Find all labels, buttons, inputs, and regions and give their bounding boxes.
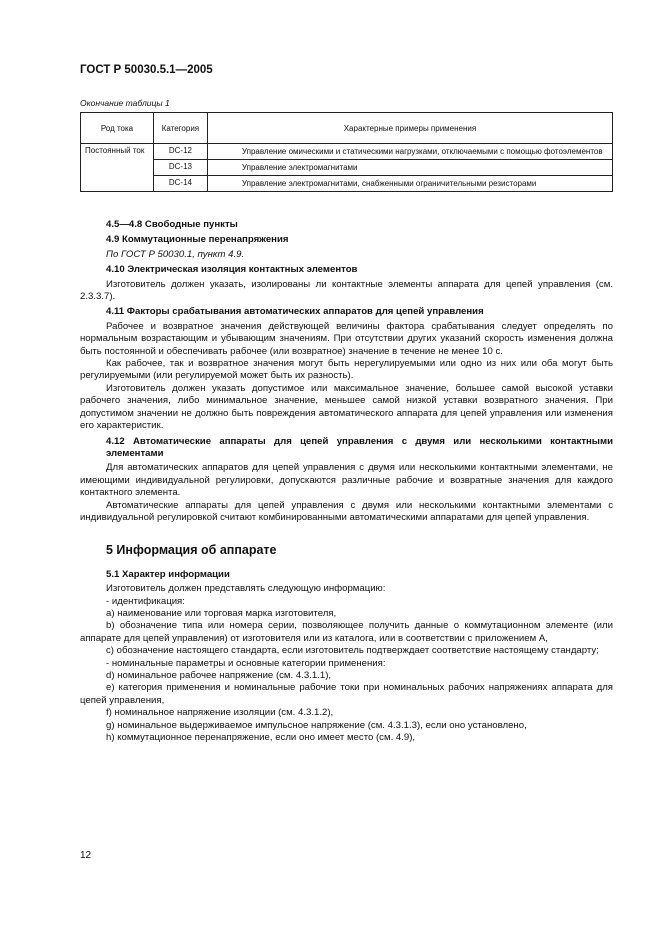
header-category: Категория <box>153 113 207 144</box>
section-4-10-heading: 4.10 Электрическая изоляция контактных элементов <box>106 264 358 276</box>
table-caption: Окончание таблицы 1 <box>80 98 170 108</box>
section-4-11-heading: 4.11 Факторы срабатывания автоматических аппаратов для цепей управления <box>106 306 484 318</box>
list-item: a) наименование или торговая марка изготовителя, <box>106 607 337 619</box>
list-item: - идентификация: <box>106 595 185 607</box>
category-cell: DC-14 <box>153 176 207 192</box>
paragraph: Изготовитель должен указать, изолированы ли контактные элементы аппарата для цепей управления (см. 2.3.3.7). <box>80 278 613 303</box>
table-header-row <box>81 113 613 144</box>
applications-table <box>80 112 613 192</box>
category-cell: DC-13 <box>153 160 207 176</box>
category-cell: DC-12 <box>153 144 207 160</box>
list-item: c) обозначение настоящего стандарта, если изготовитель подтверждает соответствие настоящему стандарту; <box>106 645 599 657</box>
section-5-1-heading: 5.1 Характер информации <box>106 568 230 580</box>
paragraph: Изготовитель должен представлять следующую информацию: <box>106 583 386 595</box>
header-examples: Характерные примеры применения <box>207 113 612 144</box>
section-4-5-heading: 4.5—4.8 Свободные пункты <box>106 219 238 230</box>
paragraph: Как рабочее, так и возвратное значения могут быть нерегулируемыми или одно из них или оба могут быть регулируемыми (или регулируемой может быть их разность). <box>80 358 613 382</box>
paragraph: Автоматические аппараты для цепей управления с двумя или несколькими контактными элементами с индивидуальной регулировкой считают комбинированными автоматическими аппаратами для цепей управления. <box>80 499 613 523</box>
paragraph: Изготовитель должен указать допустимое или максимальное значение, большее самой высокой уставки рабочего значения, либо минимальное значение, меньшее самой низкой уставки возвратного значения. При допустимом значении не должно быть повреждения автоматического аппарата для цепей управления или изменения его характеристик. <box>80 382 613 432</box>
document-header: ГОСТ Р 50030.5.1—2005 <box>80 64 213 76</box>
list-item: d) номинальное рабочее напряжение (см. 4.3.1.1), <box>106 670 332 681</box>
list-item: g) номинальное выдерживаемое импульсное напряжение (см. 4.3.1.3), если оно установлено, <box>106 719 527 731</box>
table-row <box>81 176 613 192</box>
paragraph: Рабочее и возвратное значения действующей величины фактора срабатывания следует определять по нормальным возрастающим и убывающим значениям. При отсутствии других указаний скорость изменения должна быть постоянной и обеспечивать рабочее (или возвратное) значение в течение не менее 10 с. <box>80 320 613 357</box>
list-item: h) коммутационное перенапряжение, если оно имеет место (см. 4.9), <box>106 732 416 744</box>
section-5-heading: 5 Информация об аппарате <box>106 543 277 558</box>
section-4-12-heading: 4.12 Автоматические аппараты для цепей управления с двумя или несколькими контактными элементами <box>106 435 613 459</box>
paragraph: Для автоматических аппаратов для цепей управления с двумя или несколькими контактными элементами, не имеющими индивидуальной регулировки, допускаются различные рабочие и возвратные значения для каждого контактного элемента. <box>80 462 613 499</box>
list-item: f) номинальное напряжение изоляции (см. 4.3.1.2), <box>106 707 334 719</box>
current-type-cell: Постоянный ток <box>81 144 154 192</box>
list-item: - номинальные параметры и основные категории применения: <box>106 657 386 669</box>
header-current-type: Род тока <box>81 113 154 144</box>
section-4-9-heading: 4.9 Коммутационные перенапряжения <box>106 234 289 246</box>
list-item: e) категория применения и номинальные рабочие токи при номинальных рабочих напряжениях аппарата для цепей управления, <box>80 682 613 706</box>
example-cell: Управление омическими и статическими нагрузками, отключаемыми с помощью фотоэлементов <box>207 144 612 160</box>
example-cell: Управление электромагнитами, снабженными ограничительными резисторами <box>207 176 612 192</box>
section-4-9-reference: По ГОСТ Р 50030.1, пункт 4.9. <box>106 248 245 260</box>
main-text <box>80 216 613 744</box>
page-number: 12 <box>80 850 92 861</box>
table-row <box>81 144 613 160</box>
example-cell: Управление электромагнитами <box>207 160 612 176</box>
list-item: b) обозначение типа или номера серии, позволяющее получить данные о коммутационном элементе (или аппарате для цепей управления) от изготовителя или из каталога, или в соответствии с приложением А, <box>80 620 613 644</box>
table-row <box>81 160 613 176</box>
